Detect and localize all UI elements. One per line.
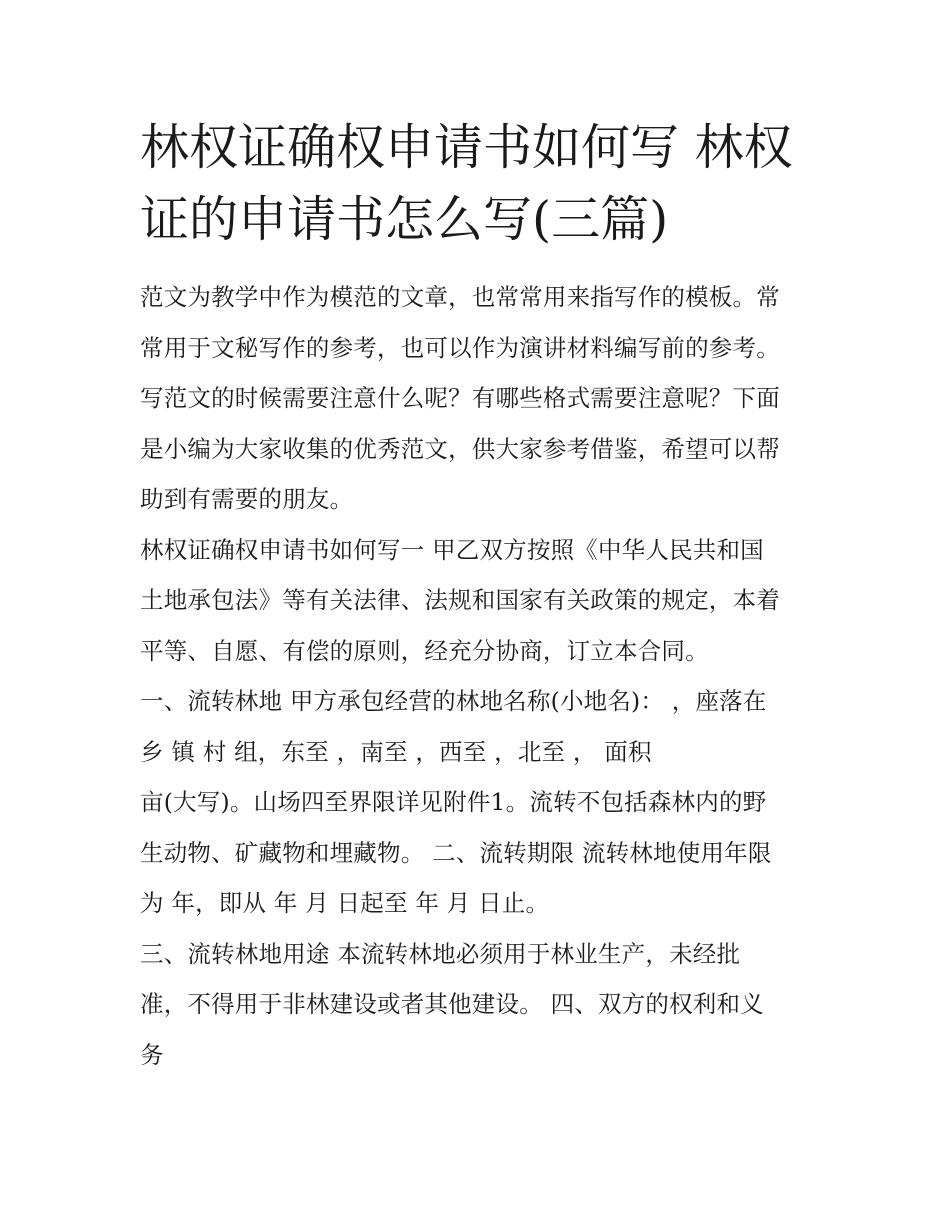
text-line: 乡 镇 村 组，东至 ，南至 ，西至 ，北至 ， 面积	[140, 737, 652, 766]
text-line: 写范文的时候需要注意什么呢？有哪些格式需要注意呢？下面	[140, 384, 780, 412]
paragraph-section-one	[140, 676, 820, 929]
document-content	[140, 112, 820, 1080]
document-title	[140, 112, 820, 256]
paragraph-section-three	[140, 929, 820, 1081]
text-line: 准，不得用于非林建设或者其他建设。 四、双方的权利和义	[140, 990, 764, 1018]
title-line: 林权证确权申请书如何写 林权	[140, 119, 793, 176]
text-line: 常用于文秘写作的参考，也可以作为演讲材料编写前的参考。	[140, 333, 780, 362]
title-line: 证的申请书怎么写(三篇)	[140, 191, 669, 248]
text-line: 土地承包法》等有关法律、法规和国家有关政策的规定，本着	[140, 586, 780, 614]
text-line: 一、流转林地 甲方承包经营的林地名称(小地名)： ，座落在	[140, 687, 767, 715]
text-line: 林权证确权申请书如何写一 甲乙双方按照《中华人民共和国	[140, 535, 764, 564]
document-body	[140, 272, 820, 1080]
text-line: 为 年，即从 年 月 日起至 年 月 日止。	[140, 889, 550, 917]
text-line: 范文为教学中作为模范的文章，也常常用来指写作的模板。常	[140, 283, 780, 311]
text-line: 是小编为大家收集的优秀范文，供大家参考借鉴，希望可以帮	[140, 434, 780, 463]
text-line: 三、流转林地用途 本流转林地必须用于林业生产，未经批	[140, 939, 741, 968]
text-line: 生动物、矿藏物和埋藏物。 二、流转期限 流转林地使用年限	[140, 838, 772, 867]
text-line: 助到有需要的朋友。	[140, 485, 354, 513]
paragraph-agreement	[140, 525, 820, 677]
paragraph-intro	[140, 272, 820, 525]
text-line: 亩(大写)。山场四至界限详见附件1。流转不包括森林内的野	[140, 788, 767, 816]
text-line: 平等、自愿、有偿的原则，经充分协商，订立本合同。	[140, 636, 709, 665]
text-line: 务	[140, 1040, 164, 1069]
